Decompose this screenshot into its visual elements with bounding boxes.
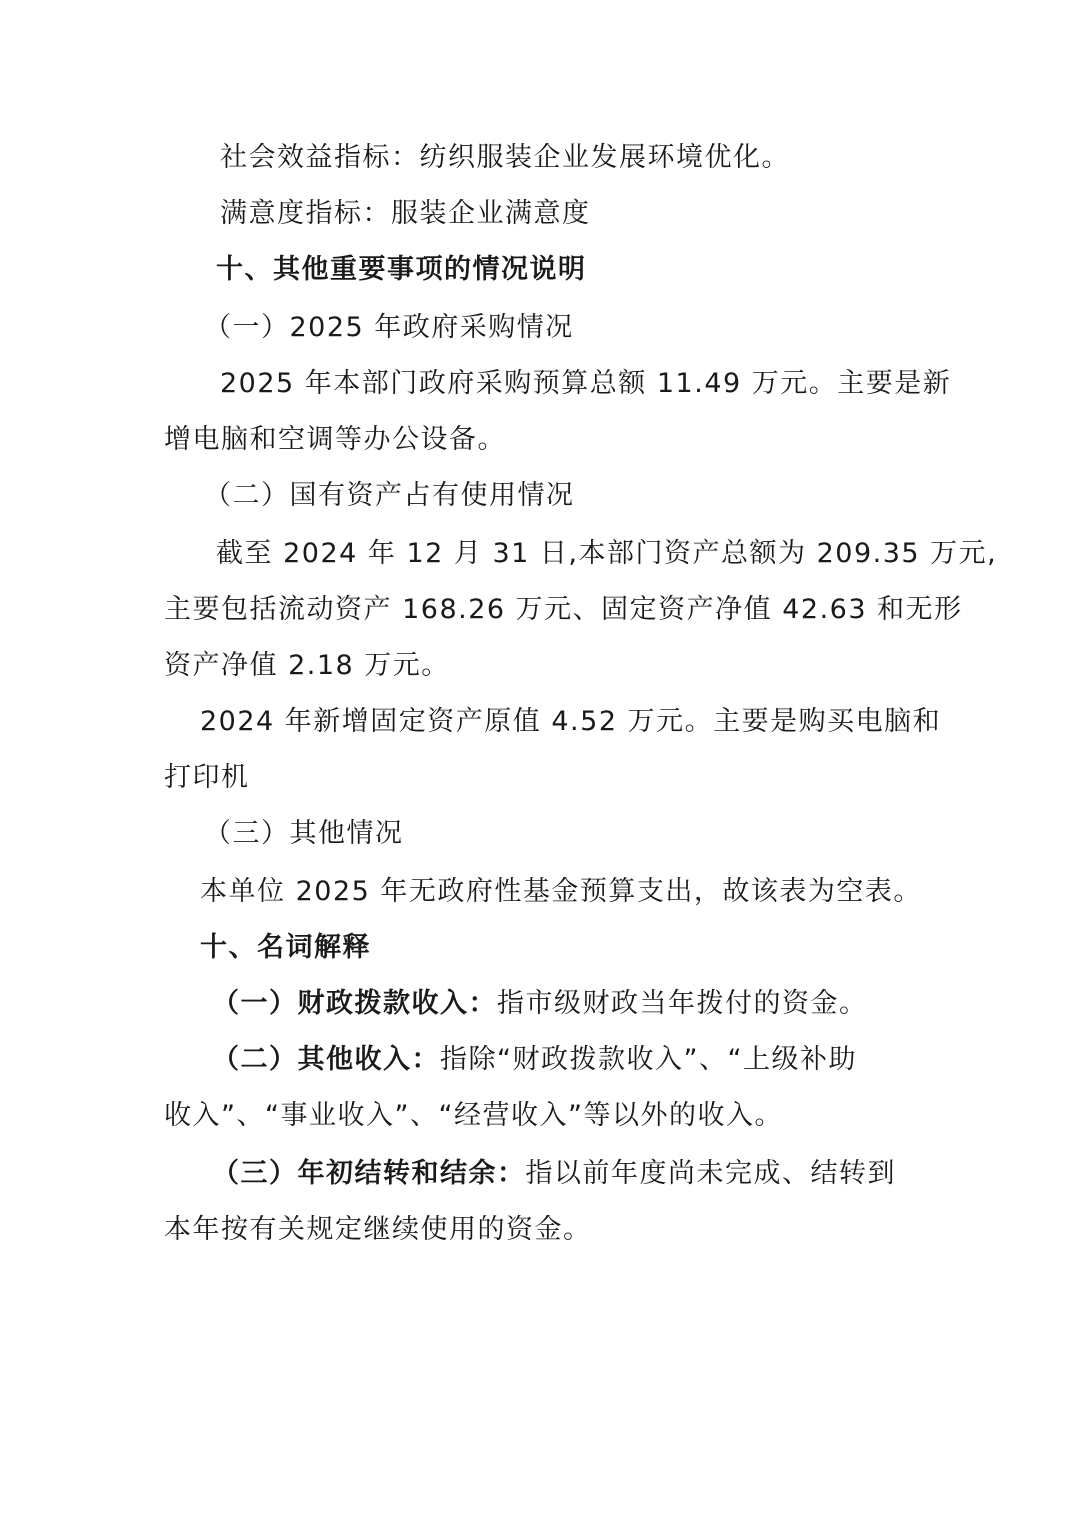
section-heading-other-matters: 十、其他重要事项的情况说明 [216, 254, 587, 285]
term-3-text: 指以前年度尚未完成、结转到 [525, 1158, 896, 1189]
section-heading-terms: 十、名词解释 [200, 932, 371, 963]
term-item-3 [212, 1156, 896, 1192]
subheading-procurement: （一）2025 年政府采购情况 [204, 312, 574, 343]
procurement-text-line-2: 增电脑和空调等办公设备。 [164, 424, 506, 455]
procurement-text-line-1: 2025 年本部门政府采购预算总额 11.49 万元。主要是新 [220, 368, 952, 399]
asset-text-line-2: 主要包括流动资产 168.26 万元、固定资产净值 42.63 和无形 [164, 594, 963, 625]
term-1-text: 指市级财政当年拨付的资金。 [497, 988, 868, 1019]
subheading-other: （三）其他情况 [204, 818, 404, 849]
term-2-label: （二）其他收入： [212, 1044, 440, 1075]
term-3-label: （三）年初结转和结余： [212, 1158, 526, 1189]
asset-text-line-4: 2024 年新增固定资产原值 4.52 万元。主要是购买电脑和 [200, 706, 942, 737]
social-benefit-indicator: 社会效益指标：纺织服装企业发展环境优化。 [220, 142, 790, 173]
other-text-line-1: 本单位 2025 年无政府性基金预算支出，故该表为空表。 [200, 876, 922, 907]
satisfaction-indicator: 满意度指标：服装企业满意度 [220, 198, 591, 229]
term-item-1 [212, 986, 868, 1022]
term-item-2 [212, 1042, 857, 1078]
term-1-label: （一）财政拨款收入： [212, 988, 497, 1019]
subheading-state-assets: （二）国有资产占有使用情况 [204, 480, 575, 511]
term-3-continuation: 本年按有关规定继续使用的资金。 [164, 1214, 592, 1245]
asset-text-line-1: 截至 2024 年 12 月 31 日,本部门资产总额为 209.35 万元, [216, 538, 998, 569]
term-2-continuation: 收入”、“事业收入”、“经营收入”等以外的收入。 [164, 1100, 783, 1131]
asset-text-line-3: 资产净值 2.18 万元。 [164, 650, 450, 681]
term-2-text: 指除“财政拨款收入”、“上级补助 [440, 1044, 857, 1075]
asset-text-line-5: 打印机 [164, 762, 250, 793]
